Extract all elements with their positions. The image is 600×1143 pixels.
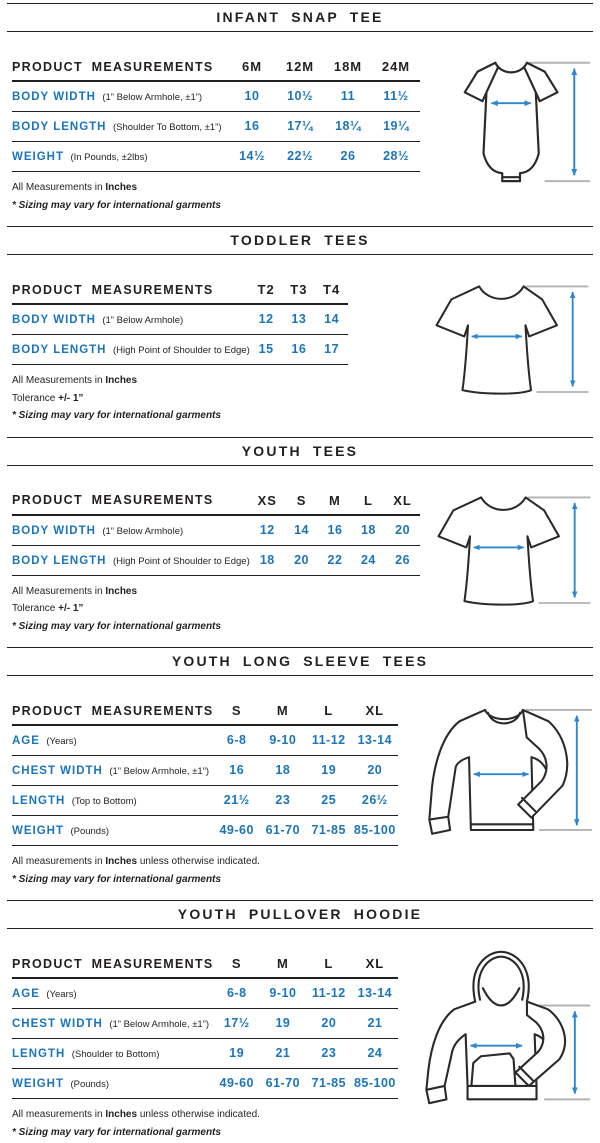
measurement-value: 28½ <box>383 149 409 163</box>
measurement-value: 11½ <box>383 89 409 103</box>
measurements-header: PRODUCT MEASUREMENTS <box>12 493 214 507</box>
measurement-value: 13-14 <box>357 986 393 1000</box>
measurement-value: 71-85 <box>311 823 346 837</box>
size-column-header: 24M <box>381 59 411 74</box>
measurements-header: PRODUCT MEASUREMENTS <box>12 703 214 718</box>
measurement-value: 11 <box>340 89 356 103</box>
row-note: (Years) <box>46 989 77 1000</box>
measurement-value: 17½ <box>223 1016 250 1030</box>
footnote-line: All Measurements in Inches <box>12 585 138 597</box>
section-title-bar <box>7 437 593 466</box>
footnote-line: Tolerance +/- 1” <box>12 392 84 404</box>
measurement-value: 21 <box>275 1046 291 1060</box>
size-column-header: XL <box>365 703 385 718</box>
size-table <box>12 279 348 365</box>
measurement-row <box>12 142 420 172</box>
row-label: AGE <box>12 988 40 1000</box>
measurement-row <box>12 545 420 575</box>
row-label: BODY LENGTH <box>12 121 107 133</box>
footnotes <box>12 585 420 634</box>
measurement-value: 19 <box>229 1046 245 1060</box>
measurement-value: 23 <box>275 793 291 807</box>
measurement-value: 19 <box>321 763 337 777</box>
measurement-value: 10½ <box>287 89 313 103</box>
size-column-header: T2 <box>257 282 275 297</box>
size-column-header: L <box>324 956 334 971</box>
measurement-value: 11-12 <box>311 733 346 747</box>
section-infant-snap-tee <box>12 3 594 216</box>
measurement-value: 10 <box>244 89 260 103</box>
measurement-value: 14 <box>324 312 340 326</box>
measurement-value: 18¼ <box>335 119 361 133</box>
row-label: LENGTH <box>12 795 66 807</box>
measurement-value: 20 <box>395 522 411 537</box>
measurements-header: PRODUCT MEASUREMENTS <box>12 282 214 297</box>
measurement-value: 6-8 <box>226 986 247 1000</box>
onesie-illustration <box>446 43 594 196</box>
tshirt-illustration <box>418 266 594 410</box>
row-note: (1” Below Armhole, ±1”) <box>109 766 210 777</box>
measurement-value: 15 <box>258 342 274 356</box>
measurement-row <box>12 304 348 335</box>
size-column-header: S <box>231 703 242 718</box>
measurement-value: 26 <box>395 552 411 567</box>
measurement-value: 49-60 <box>219 1076 254 1090</box>
measurement-value: 18 <box>360 522 376 537</box>
measurement-row <box>12 1039 398 1069</box>
row-label: BODY WIDTH <box>12 91 96 103</box>
measurement-value: 13-14 <box>357 733 393 747</box>
measurement-value: 12 <box>259 522 275 537</box>
footnote-line: Tolerance +/- 1” <box>12 603 84 614</box>
measurement-value: 16 <box>229 763 245 777</box>
measurement-value: 9-10 <box>269 733 297 747</box>
section-title: INFANT SNAP TEE <box>216 9 384 25</box>
row-label: BODY WIDTH <box>12 524 96 537</box>
measurement-value: 25 <box>321 793 337 807</box>
row-label: WEIGHT <box>12 1078 64 1090</box>
section-title-bar <box>7 226 593 255</box>
measurement-value: 61-70 <box>265 823 301 837</box>
row-label: BODY WIDTH <box>12 314 96 326</box>
footnotes <box>12 374 418 423</box>
measurements-header: PRODUCT MEASUREMENTS <box>12 59 214 74</box>
section-title-bar <box>7 900 593 929</box>
footnotes <box>12 181 446 212</box>
measurement-value: 22 <box>327 552 343 567</box>
measurement-value: 16 <box>291 342 307 356</box>
size-column-header: L <box>363 492 373 508</box>
size-column-header: M <box>276 956 289 971</box>
measurement-value: 21½ <box>223 793 250 807</box>
size-column-header: T3 <box>290 282 308 297</box>
footnote-line: * Sizing may vary for international garments <box>12 410 221 421</box>
measurement-value: 22½ <box>287 149 313 163</box>
footnote-line: All measurements in Inches unless otherwise indicated. <box>12 1109 260 1120</box>
measurement-value: 23 <box>321 1046 337 1060</box>
footnote-line: All Measurements in Inches <box>12 375 138 386</box>
row-label: WEIGHT <box>12 825 64 837</box>
section-title: TODDLER TEES <box>230 232 370 248</box>
row-note: (1” Below Armhole, ±1”) <box>102 92 203 103</box>
size-column-header: M <box>329 492 341 508</box>
hoodie-illustration <box>412 944 594 1117</box>
tshirt-outline <box>437 286 557 393</box>
measurement-value: 14½ <box>239 149 265 163</box>
measurement-row <box>12 335 348 365</box>
tshirt-outline <box>439 497 559 604</box>
row-note: (Shoulder To Bottom, ±1”) <box>112 122 222 133</box>
measurement-value: 20 <box>321 1016 337 1030</box>
size-table <box>12 56 420 172</box>
measurement-row <box>12 978 398 1009</box>
measurement-value: 20 <box>367 763 383 777</box>
long-sleeve-illustration <box>414 691 594 852</box>
row-note: (High Point of Shoulder to Edge) <box>112 555 250 567</box>
section-youth-tees <box>12 437 594 638</box>
measurement-value: 16 <box>244 119 260 133</box>
measurements-header: PRODUCT MEASUREMENTS <box>12 956 214 971</box>
size-table <box>12 700 398 846</box>
footnotes <box>12 855 414 886</box>
row-label: LENGTH <box>12 1048 66 1060</box>
onesie-outline <box>465 63 558 181</box>
size-column-header: XL <box>393 492 412 508</box>
measurement-value: 13 <box>291 312 307 326</box>
measurement-value: 17¼ <box>287 119 313 133</box>
size-column-header: 12M <box>285 59 315 74</box>
measurement-value: 14 <box>294 522 309 537</box>
measurement-value: 85-100 <box>353 823 396 837</box>
measurement-value: 24 <box>360 552 376 567</box>
footnote-line: All measurements in Inches unless otherwise indicated. <box>12 856 260 867</box>
size-table <box>12 953 398 1099</box>
size-column-header: XL <box>365 956 385 971</box>
size-column-header: 18M <box>333 59 363 74</box>
measurement-value: 18 <box>259 552 275 567</box>
measurement-row <box>12 816 398 846</box>
row-note: (Top to Bottom) <box>71 796 137 807</box>
measurement-row <box>12 786 398 816</box>
row-label: CHEST WIDTH <box>12 765 103 777</box>
row-note: (High Point of Shoulder to Edge) <box>112 345 250 356</box>
row-label: AGE <box>12 735 40 747</box>
row-note: (Pounds) <box>70 1079 110 1090</box>
row-note: (Years) <box>46 736 77 747</box>
measurement-value: 16 <box>327 522 343 537</box>
measurement-value: 71-85 <box>311 1076 347 1090</box>
size-column-header: M <box>276 703 289 718</box>
measurement-row <box>12 725 398 756</box>
measurement-value: 19 <box>275 1016 291 1030</box>
measurement-value: 17 <box>324 342 340 356</box>
measurement-row <box>12 1069 398 1099</box>
size-column-header: 6M <box>241 59 263 74</box>
measurement-value: 20 <box>294 552 309 567</box>
row-label: CHEST WIDTH <box>12 1018 103 1030</box>
row-note: (Pounds) <box>70 826 110 837</box>
footnote-line: * Sizing may vary for international garments <box>12 620 221 632</box>
section-title-bar <box>7 3 593 32</box>
measurement-value: 24 <box>367 1046 383 1060</box>
size-column-header: L <box>324 703 334 718</box>
size-column-header: XS <box>257 492 277 508</box>
size-table <box>12 490 420 576</box>
size-column-header: S <box>296 492 307 508</box>
section-title: YOUTH LONG SLEEVE TEES <box>171 653 429 669</box>
footnote-line: All Measurements in Inches <box>12 182 138 193</box>
size-column-header: T4 <box>323 282 341 297</box>
bent-sleeve <box>515 1002 565 1086</box>
footnotes <box>12 1108 412 1139</box>
measurement-value: 9-10 <box>269 986 297 1000</box>
section-title: YOUTH TEES <box>241 442 359 459</box>
row-label: BODY LENGTH <box>12 554 107 567</box>
measurement-row <box>12 81 420 112</box>
section-youth-long-sleeve-tees <box>12 647 594 890</box>
row-note: (1” Below Armhole, ±1”) <box>109 1019 210 1030</box>
measurement-value: 26½ <box>361 793 388 807</box>
row-note: (1” Below Armhole) <box>102 315 184 326</box>
section-toddler-tees <box>12 226 594 427</box>
row-note: (Shoulder to Bottom) <box>71 1049 160 1060</box>
measurement-value: 19¼ <box>383 119 409 133</box>
measurement-value: 6-8 <box>226 733 247 747</box>
size-column-header: S <box>231 956 242 971</box>
measurement-value: 26 <box>340 149 356 163</box>
measurement-row <box>12 756 398 786</box>
measurement-value: 85-100 <box>353 1076 396 1090</box>
measurement-row <box>12 515 420 546</box>
footnote-line: * Sizing may vary for international garments <box>12 1126 221 1138</box>
section-title-bar <box>7 647 593 676</box>
measurement-value: 49-60 <box>219 823 254 837</box>
tshirt-illustration <box>420 477 596 621</box>
row-label: WEIGHT <box>12 151 64 163</box>
section-title: YOUTH PULLOVER HOODIE <box>177 906 423 922</box>
section-youth-pullover-hoodie <box>12 900 594 1143</box>
measurement-value: 12 <box>258 312 274 326</box>
row-note: (1” Below Armhole) <box>102 525 184 537</box>
footnote-line: * Sizing may vary for international garments <box>12 199 221 211</box>
measurement-value: 61-70 <box>265 1076 301 1090</box>
row-note: (In Pounds, ±2lbs) <box>70 152 148 163</box>
measurement-row <box>12 1009 398 1039</box>
measurement-value: 11-12 <box>311 986 346 1000</box>
hood-outline <box>473 952 528 1006</box>
kangaroo-pocket <box>471 1053 515 1086</box>
measurement-value: 21 <box>367 1016 383 1030</box>
row-label: BODY LENGTH <box>12 344 107 356</box>
footnote-line: * Sizing may vary for international garments <box>12 873 221 885</box>
measurement-row <box>12 112 420 142</box>
measurement-value: 18 <box>275 763 291 777</box>
